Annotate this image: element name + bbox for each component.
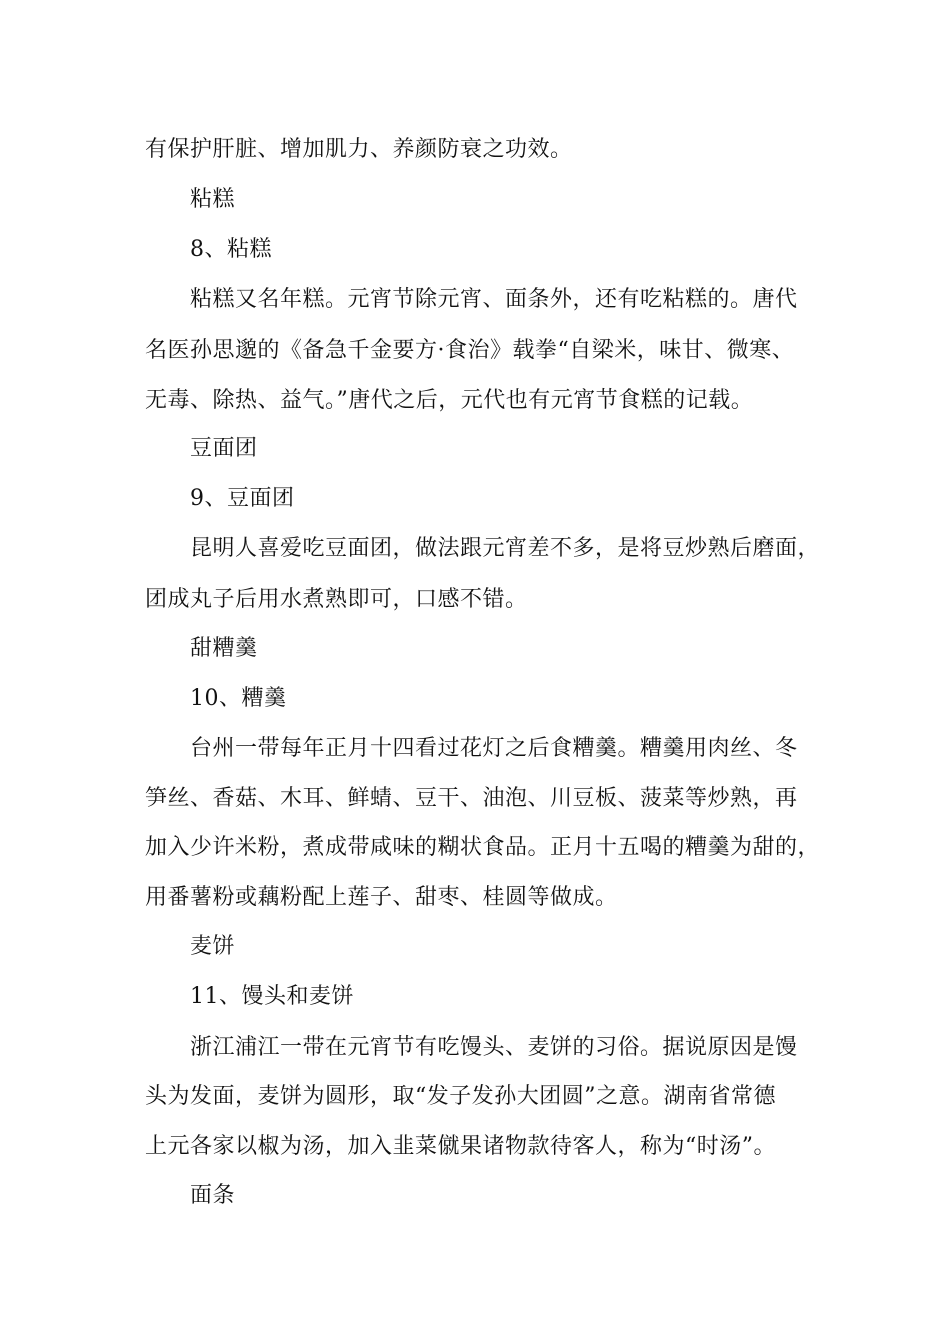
body-text-line: 有保护肝脏、增加肌力、养颜防衰之功效。 <box>145 137 573 162</box>
section-heading: 面条 <box>190 1183 236 1208</box>
section-heading: 粘糕 <box>190 187 236 212</box>
section-heading: 麦饼 <box>190 934 236 959</box>
body-text-line: 用番薯粉或藕粉配上莲子、甜枣、桂圆等做成。 <box>145 885 618 910</box>
numbered-heading: 8、粘糕 <box>190 237 272 262</box>
section-heading: 甜糟羹 <box>190 636 258 661</box>
paragraph-first-line: 浙江浦江一带在元宵节有吃馒头、麦饼的习俗。据说原因是馒 <box>190 1035 798 1060</box>
body-text-line: 名医孙思邈的《备急千金要方·食治》载拳“自梁米，味甘、微寒、 <box>145 338 795 363</box>
paragraph-first-line: 粘糕又名年糕。元宵节除元宵、面条外，还有吃粘糕的。唐代 <box>190 287 798 312</box>
paragraph-first-line: 台州一带每年正月十四看过花灯之后食糟羹。糟羹用肉丝、冬 <box>190 736 798 761</box>
body-text-line: 上元各家以椒为汤，加入韭菜僦果诸物款待客人，称为“时汤”。 <box>145 1134 776 1159</box>
body-text-line: 团成丸子后用水煮熟即可，口感不错。 <box>145 587 528 612</box>
numbered-heading: 10、糟羹 <box>190 686 287 711</box>
numbered-heading: 9、豆面团 <box>190 486 295 511</box>
paragraph-first-line: 昆明人喜爱吃豆面团，做法跟元宵差不多，是将豆炒熟后磨面， <box>190 536 821 561</box>
section-heading: 豆面团 <box>190 436 258 461</box>
numbered-heading: 11、馒头和麦饼 <box>190 984 354 1009</box>
body-text-line: 无毒、除热、益气。”唐代之后，元代也有元宵节食糕的记载。 <box>145 388 754 413</box>
body-text-line: 笋丝、香菇、木耳、鲜蜻、豆干、油泡、川豆板、菠菜等炒熟，再 <box>145 786 798 811</box>
body-text-line: 头为发面，麦饼为圆形，取“发子发孙大团圆”之意。湖南省常德 <box>145 1084 776 1109</box>
body-text-line: 加入少许米粉，煮成带咸味的糊状食品。正月十五喝的糟羹为甜的， <box>145 835 821 860</box>
